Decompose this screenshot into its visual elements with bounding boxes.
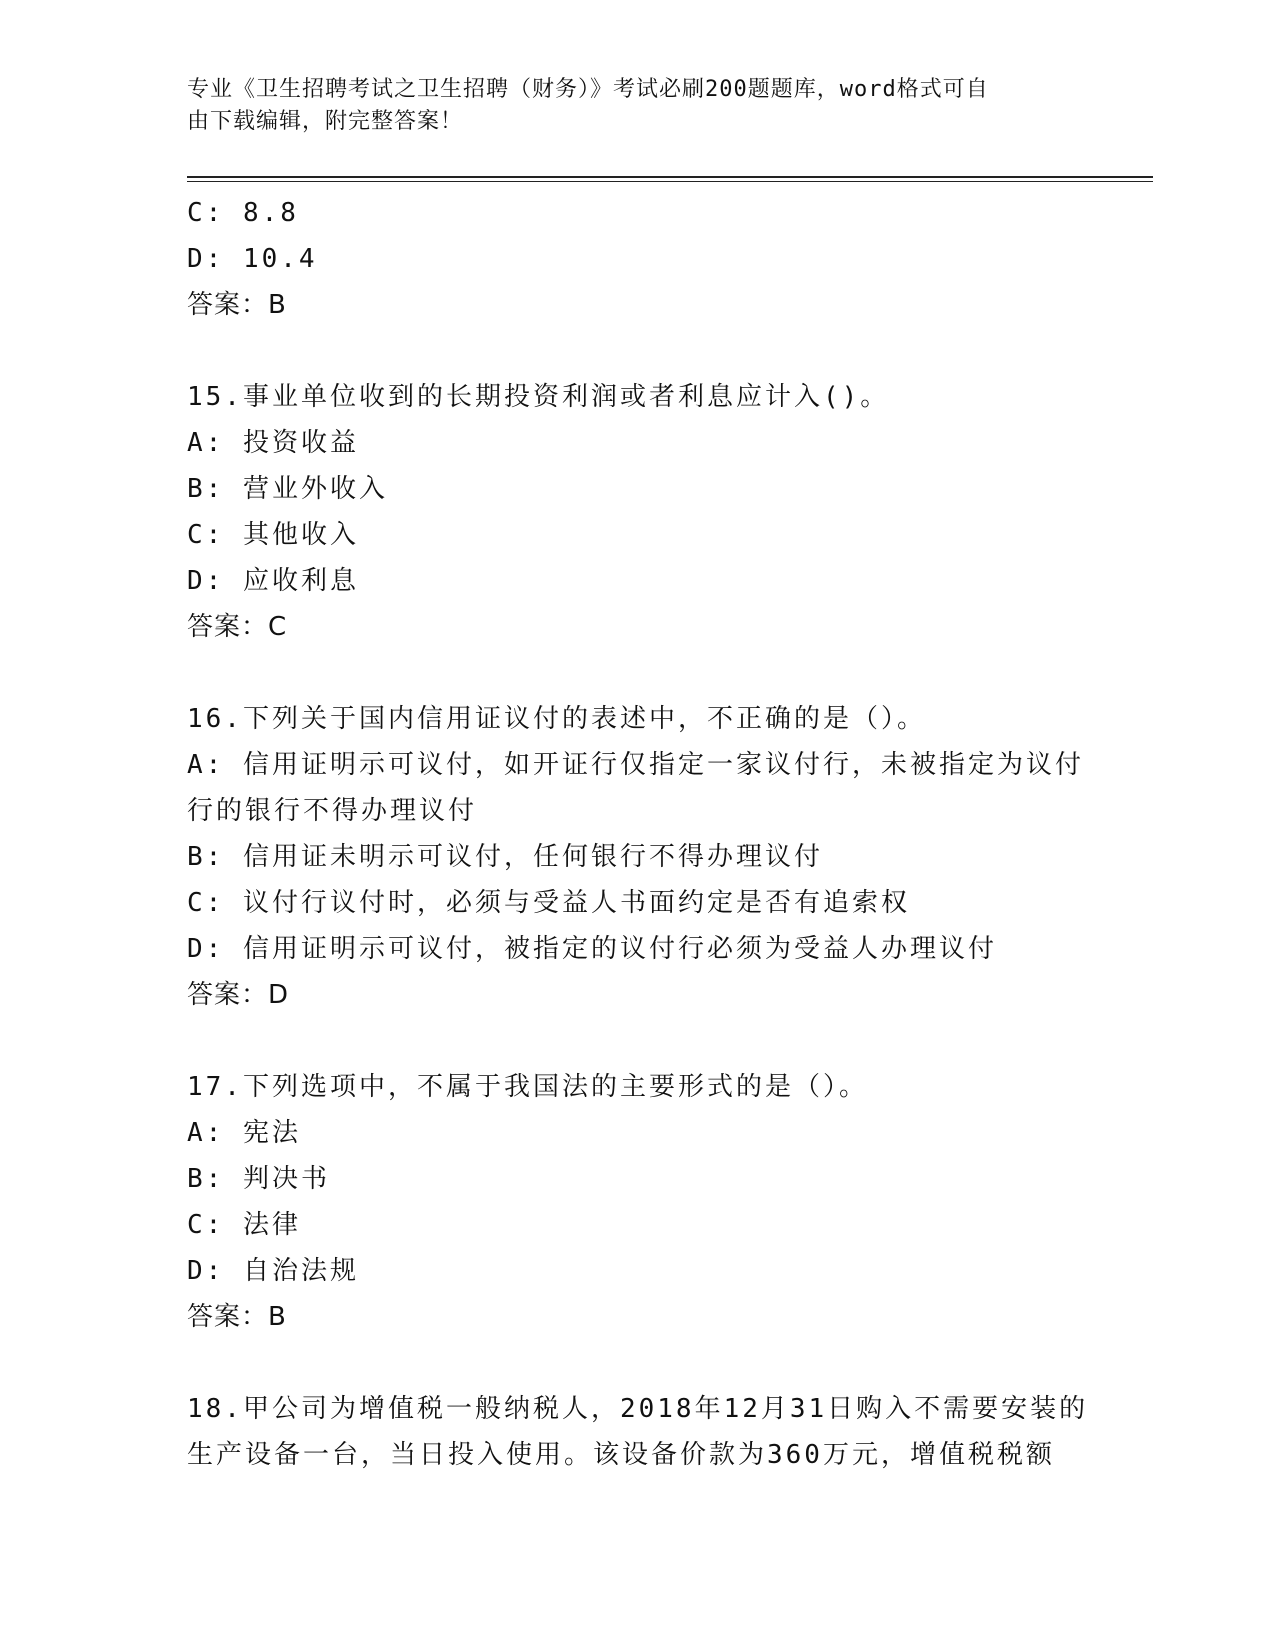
option-b: B: 信用证未明示可议付，任何银行不得办理议付	[187, 842, 823, 872]
option-a: A: 宪法	[187, 1118, 301, 1148]
option-a-continued: 行的银行不得办理议付	[187, 796, 478, 826]
option-d: D: 自治法规	[187, 1256, 359, 1286]
document-header	[187, 74, 1067, 138]
option-d: D: 应收利息	[187, 566, 359, 596]
header-line-2: 由下载编辑，附完整答案！	[187, 109, 464, 134]
answer: 答案：B	[187, 290, 287, 320]
question-17: 17.下列选项中，不属于我国法的主要形式的是（）。	[187, 1072, 868, 1102]
question-18: 18.甲公司为增值税一般纳税人，2018年12月31日购入不需要安装的	[187, 1394, 1089, 1424]
question-content	[187, 190, 1087, 1478]
option-c: C: 法律	[187, 1210, 301, 1240]
answer: 答案：C	[187, 612, 288, 642]
option-b: B: 判决书	[187, 1164, 330, 1194]
answer: 答案：D	[187, 980, 290, 1010]
header-divider	[187, 176, 1153, 182]
question-15: 15.事业单位收到的长期投资利润或者利息应计入()。	[187, 382, 890, 412]
option-c: C: 8.8	[187, 198, 299, 228]
divider-line-thin	[187, 181, 1153, 182]
option-a: A: 信用证明示可议付，如开证行仅指定一家议付行，未被指定为议付	[187, 750, 1084, 780]
divider-line-thick	[187, 176, 1153, 178]
header-line-1: 专业《卫生招聘考试之卫生招聘（财务）》考试必刷200题题库，word格式可自	[187, 77, 989, 102]
question-16: 16.下列关于国内信用证议付的表述中，不正确的是（）。	[187, 704, 926, 734]
option-a: A: 投资收益	[187, 428, 359, 458]
answer: 答案：B	[187, 1302, 287, 1332]
question-18-continued: 生产设备一台，当日投入使用。该设备价款为360万元，增值税税额	[187, 1440, 1055, 1470]
option-d: D: 信用证明示可议付，被指定的议付行必须为受益人办理议付	[187, 934, 997, 964]
option-c: C: 其他收入	[187, 520, 359, 550]
option-d: D: 10.4	[187, 244, 318, 274]
option-c: C: 议付行议付时，必须与受益人书面约定是否有追索权	[187, 888, 910, 918]
option-b: B: 营业外收入	[187, 474, 388, 504]
